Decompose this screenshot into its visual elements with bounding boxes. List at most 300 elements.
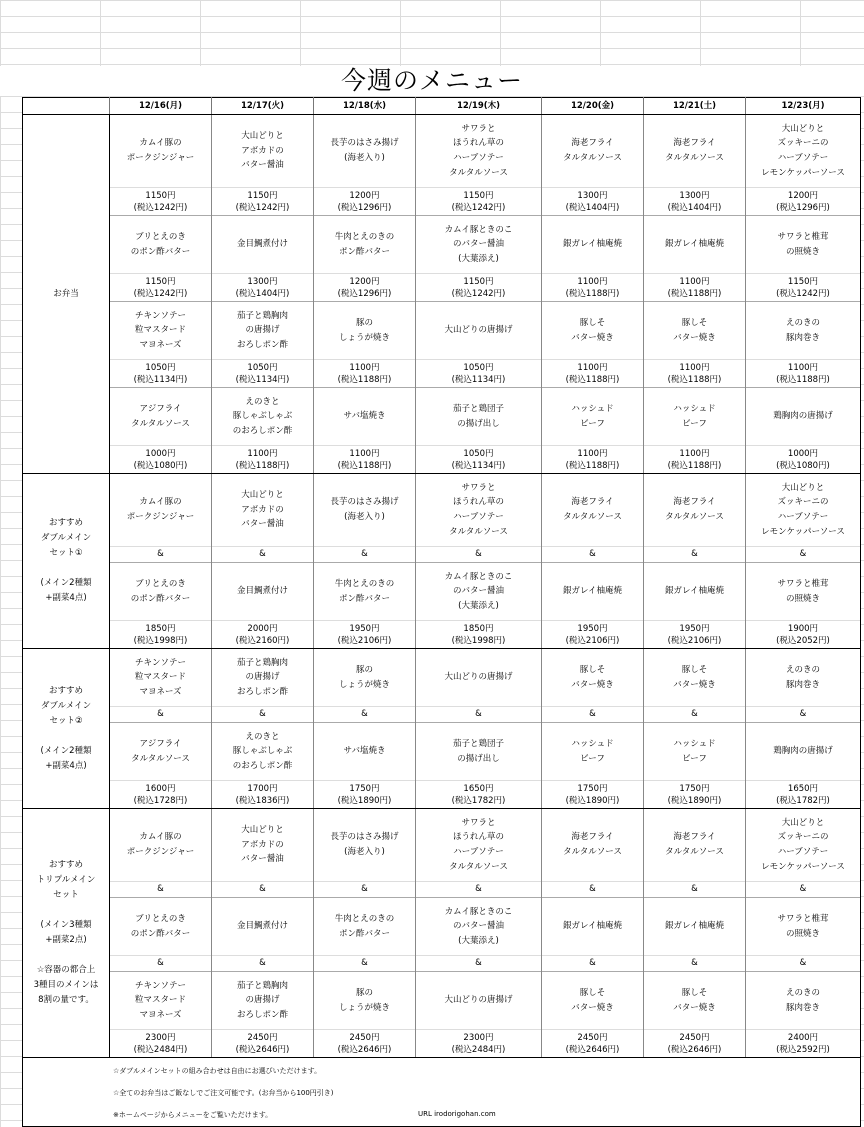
price-cell	[110, 446, 212, 474]
price-cell	[212, 1030, 314, 1058]
dish-name	[644, 474, 746, 547]
price: 1050円	[463, 448, 494, 459]
dish-name	[110, 723, 212, 781]
section-label-line: ダブルメイン	[40, 700, 92, 711]
dish-name-text: 大山どりの唐揚げ	[444, 325, 513, 336]
dish-name	[212, 302, 314, 360]
dish-name-text: 銀ガレイ柚庵焼	[562, 921, 623, 932]
price-tax-included: (税込1836円)	[235, 795, 290, 806]
dish-name	[644, 302, 746, 360]
price: 1100円	[577, 448, 608, 459]
dish-name-text: 金目鯛煮付け	[236, 586, 288, 597]
dish-name-text: 豚の しょうが焼き	[338, 664, 390, 690]
dish-name	[746, 388, 861, 446]
header-row	[23, 98, 861, 115]
combo-ampersand	[746, 882, 861, 898]
dish-name-text: チキンソテー 粒マスタード マヨネーズ	[134, 657, 186, 697]
combo-ampersand-text: &	[589, 958, 596, 969]
section-0-row	[23, 216, 861, 274]
dish-name-text: アジフライ タルタルソース	[131, 403, 190, 429]
dish-name	[746, 302, 861, 360]
price: 1100円	[679, 276, 710, 287]
section-label-line: +副菜4点)	[45, 593, 87, 603]
section-label	[23, 649, 110, 809]
dish-name	[314, 649, 416, 707]
price: 1300円	[247, 276, 278, 287]
price-tax-included: (税込1890円)	[337, 795, 392, 806]
combo-ampersand	[416, 707, 542, 723]
combo-ampersand	[542, 707, 644, 723]
dish-name	[644, 972, 746, 1030]
combo-ampersand-text: &	[157, 958, 164, 969]
dish-name	[416, 898, 542, 956]
section-label-line	[27, 948, 105, 963]
dish-name-text: えのきの 豚肉巻き	[785, 664, 820, 690]
section-label-line: セット②	[49, 715, 83, 726]
section-0-row	[23, 188, 861, 216]
price-cell	[110, 188, 212, 216]
dish-name-text: 銀ガレイ柚庵焼	[664, 921, 725, 932]
section-label-line: お弁当	[53, 288, 79, 299]
dish-name-text: 豚しそ バター焼き	[673, 987, 716, 1013]
dish-name-text: えのきと 豚しゃぶしゃぶ のおろしポン酢	[232, 731, 293, 771]
price-tax-included: (税込1188円)	[565, 460, 620, 471]
weekly-menu-table	[22, 97, 861, 1127]
price-cell	[314, 188, 416, 216]
combo-ampersand	[314, 882, 416, 898]
dish-name-text: 金目鯛煮付け	[236, 239, 288, 250]
dish-name-text: 豚しそ バター焼き	[673, 317, 716, 343]
combo-ampersand-text: &	[259, 709, 266, 720]
section-label-line: おすすめ	[48, 518, 84, 528]
price: 1100円	[349, 362, 380, 373]
dish-name-text: サワラと椎茸 の照焼き	[777, 231, 829, 257]
price: 2400円	[787, 1032, 819, 1043]
dish-name-text: カムイ豚ときのこ のバター醤油 (大葉添え)	[444, 224, 513, 264]
section-label-line: +副菜2点)	[45, 935, 87, 945]
combo-ampersand-text: &	[799, 549, 807, 560]
section-3-row	[23, 972, 861, 1030]
dish-name	[110, 809, 212, 882]
section-label-line: ☆容器の都合上	[36, 965, 96, 975]
dish-name	[746, 972, 861, 1030]
combo-ampersand-text: &	[589, 884, 596, 895]
dish-name	[212, 898, 314, 956]
section-1-row	[23, 563, 861, 621]
dish-name-text: 長芋のはさみ揚げ (海老入り)	[330, 497, 399, 522]
price-tax-included: (税込2484円)	[451, 1044, 506, 1055]
price: 1100円	[349, 448, 380, 459]
price-cell	[212, 360, 314, 388]
dish-name-text: 銀ガレイ柚庵焼	[664, 239, 725, 250]
price-cell	[542, 446, 644, 474]
dish-name	[314, 474, 416, 547]
price-cell	[644, 781, 746, 809]
dish-name-text: えのきと 豚しゃぶしゃぶ のおろしポン酢	[232, 396, 293, 436]
price-cell	[746, 1030, 861, 1058]
price-cell	[212, 274, 314, 302]
price-cell	[110, 781, 212, 809]
dish-name	[542, 649, 644, 707]
section-1-row	[23, 474, 861, 547]
dish-name-text: 大山どりと アボカドの バター醤油	[241, 825, 284, 865]
price-tax-included: (税込1296円)	[337, 288, 392, 299]
price-cell	[644, 274, 746, 302]
corner-cell	[23, 98, 110, 115]
day-header: 12/18(水)	[314, 98, 416, 115]
price-tax-included: (税込1728円)	[133, 795, 188, 806]
section-label-line: (メイン2種類	[40, 745, 92, 756]
dish-name-text: 銀ガレイ柚庵焼	[562, 586, 623, 597]
combo-ampersand-text: &	[691, 884, 698, 895]
price-cell	[110, 274, 212, 302]
dish-name	[542, 723, 644, 781]
price-tax-included: (税込2106円)	[565, 635, 620, 646]
price: 2450円	[679, 1032, 710, 1043]
price-cell	[644, 188, 746, 216]
price: 1600円	[145, 783, 176, 794]
price: 1150円	[247, 190, 278, 201]
dish-name	[212, 216, 314, 274]
section-label-line: (メイン3種類	[40, 920, 92, 930]
dish-name	[542, 809, 644, 882]
dish-name	[542, 474, 644, 547]
price-cell	[746, 188, 861, 216]
dish-name	[542, 388, 644, 446]
dish-name-text: カムイ豚の ポークジンジャー	[126, 497, 195, 522]
dish-name-text: 茄子と鶏胸肉 の唐揚げ おろしポン酢	[236, 310, 288, 350]
price: 1950円	[349, 623, 380, 634]
section-label-line: セット①	[49, 548, 83, 558]
price-cell	[542, 188, 644, 216]
section-label	[23, 474, 110, 649]
dish-name-text: 牛肉とえのきの ポン酢バター	[334, 913, 395, 939]
dish-name	[416, 563, 542, 621]
dish-name	[212, 115, 314, 188]
dish-name-text: ブリとえのき のポン酢バター	[130, 913, 191, 939]
combo-ampersand-text: &	[259, 549, 266, 560]
price-tax-included: (税込1242円)	[451, 288, 506, 299]
section-label	[23, 809, 110, 1058]
section-label	[23, 115, 110, 474]
dish-name	[542, 898, 644, 956]
price: 1000円	[787, 448, 819, 459]
dish-name	[542, 302, 644, 360]
price-cell	[542, 621, 644, 649]
price-tax-included: (税込1080円)	[133, 460, 188, 471]
price-cell	[314, 1030, 416, 1058]
dish-name	[644, 723, 746, 781]
combo-ampersand-text: &	[799, 709, 807, 720]
price-tax-included: (税込1188円)	[337, 374, 392, 385]
section-3-row	[23, 956, 861, 972]
dish-name	[314, 898, 416, 956]
price-tax-included: (税込2106円)	[667, 635, 722, 646]
dish-name	[314, 216, 416, 274]
section-0-row	[23, 115, 861, 188]
dish-name	[542, 972, 644, 1030]
combo-ampersand-text: &	[361, 709, 368, 720]
dish-name-text: ブリとえのき のポン酢バター	[130, 578, 191, 604]
price-tax-included: (税込1782円)	[776, 795, 830, 806]
section-label-line	[27, 903, 105, 918]
dish-name	[110, 302, 212, 360]
price-cell	[644, 621, 746, 649]
price: 1050円	[463, 362, 494, 373]
price: 1850円	[463, 623, 494, 634]
section-2-row	[23, 707, 861, 723]
dish-name	[314, 809, 416, 882]
dish-name-text: サバ塩焼き	[343, 746, 386, 757]
price-cell	[416, 621, 542, 649]
combo-ampersand-text: &	[799, 884, 807, 895]
section-label-line: 8割の量です。	[38, 995, 94, 1005]
page-title: 今週のメニュー	[0, 66, 864, 96]
day-header: 12/16(月)	[110, 98, 212, 115]
dish-name-text: ブリとえのき のポン酢バター	[130, 231, 191, 257]
price-cell	[110, 621, 212, 649]
dish-name	[542, 115, 644, 188]
dish-name	[746, 809, 861, 882]
price-tax-included: (税込2646円)	[235, 1044, 290, 1055]
combo-ampersand	[416, 547, 542, 563]
price-tax-included: (税込1782円)	[451, 795, 506, 806]
combo-ampersand	[416, 956, 542, 972]
combo-ampersand-text: &	[361, 884, 368, 895]
price: 1100円	[247, 448, 278, 459]
price-tax-included: (税込2592円)	[776, 1044, 830, 1055]
price-tax-included: (税込1188円)	[337, 460, 392, 471]
price-tax-included: (税込2052円)	[776, 635, 830, 646]
dish-name	[110, 972, 212, 1030]
price-tax-included: (税込1404円)	[565, 202, 620, 213]
combo-ampersand	[416, 882, 542, 898]
dish-name-text: サワラと ほうれん草の ハーブソテー タルタルソース	[449, 482, 508, 537]
combo-ampersand	[644, 547, 746, 563]
combo-ampersand	[314, 707, 416, 723]
price-cell	[314, 781, 416, 809]
price-tax-included: (税込1188円)	[776, 374, 830, 385]
section-1-row	[23, 547, 861, 563]
combo-ampersand-text: &	[157, 709, 164, 720]
dish-name	[746, 115, 861, 188]
dish-name	[644, 649, 746, 707]
combo-ampersand	[314, 956, 416, 972]
dish-name	[110, 216, 212, 274]
combo-ampersand	[542, 956, 644, 972]
price: 1150円	[463, 190, 494, 201]
dish-name	[416, 723, 542, 781]
section-0-row	[23, 274, 861, 302]
dish-name	[416, 972, 542, 1030]
dish-name	[110, 563, 212, 621]
price-cell	[746, 360, 861, 388]
dish-name	[314, 388, 416, 446]
combo-ampersand	[212, 882, 314, 898]
dish-name-text: サワラと椎茸 の照焼き	[777, 578, 829, 604]
price-tax-included: (税込2646円)	[565, 1044, 620, 1055]
price: 2300円	[463, 1032, 494, 1043]
notes-row	[23, 1058, 861, 1127]
combo-ampersand-text: &	[691, 549, 698, 560]
price-tax-included: (税込1242円)	[451, 202, 506, 213]
dish-name	[212, 388, 314, 446]
dish-name-text: サワラと ほうれん草の ハーブソテー タルタルソース	[449, 817, 508, 872]
dish-name-text: ハッシュド ビーフ	[673, 403, 716, 429]
combo-ampersand	[542, 547, 644, 563]
price-cell	[644, 360, 746, 388]
dish-name	[314, 723, 416, 781]
dish-name-text: えのきの 豚肉巻き	[785, 987, 820, 1013]
dish-name	[644, 388, 746, 446]
combo-ampersand-text: &	[157, 549, 164, 560]
section-label-line: (メイン2種類	[40, 578, 92, 588]
price-tax-included: (税込1890円)	[565, 795, 620, 806]
section-0-row	[23, 446, 861, 474]
dish-name	[416, 302, 542, 360]
dish-name-text: 牛肉とえのきの ポン酢バター	[334, 231, 395, 257]
price-cell	[416, 274, 542, 302]
dish-name-text: カムイ豚の ポークジンジャー	[126, 832, 195, 857]
price-cell	[644, 1030, 746, 1058]
combo-ampersand	[212, 707, 314, 723]
price: 1100円	[787, 362, 819, 373]
dish-name-text: 長芋のはさみ揚げ (海老入り)	[330, 138, 399, 163]
dish-name-text: チキンソテー 粒マスタード マヨネーズ	[134, 310, 186, 350]
price: 2000円	[247, 623, 278, 634]
price-cell	[416, 446, 542, 474]
price-tax-included: (税込1080円)	[776, 460, 830, 471]
dish-name	[212, 809, 314, 882]
combo-ampersand-text: &	[361, 958, 368, 969]
dish-name-text: 大山どりの唐揚げ	[444, 995, 513, 1006]
price-cell	[314, 446, 416, 474]
dish-name	[542, 563, 644, 621]
dish-name	[110, 649, 212, 707]
price: 1100円	[577, 362, 608, 373]
combo-ampersand	[212, 956, 314, 972]
dish-name	[644, 563, 746, 621]
price-tax-included: (税込1188円)	[667, 374, 722, 385]
dish-name-text: アジフライ タルタルソース	[131, 738, 190, 764]
note-line: ※ホームページからメニューをご覧いただけます。	[113, 1111, 273, 1119]
section-label-line: トリプルメイン	[36, 875, 96, 885]
price-cell	[542, 360, 644, 388]
dish-name-text: 鶏胸肉の唐揚げ	[773, 411, 833, 422]
combo-ampersand	[110, 707, 212, 723]
dish-name-text: 豚の しょうが焼き	[338, 317, 390, 343]
day-header: 12/20(金)	[542, 98, 644, 115]
price: 1150円	[145, 276, 176, 287]
price-cell	[314, 274, 416, 302]
combo-ampersand	[110, 956, 212, 972]
dish-name-text: カムイ豚の ポークジンジャー	[126, 138, 195, 163]
dish-name-text: 海老フライ タルタルソース	[665, 497, 724, 522]
dish-name-text: 茄子と鶏胸肉 の唐揚げ おろしポン酢	[236, 980, 288, 1020]
dish-name	[542, 216, 644, 274]
dish-name-text: 海老フライ タルタルソース	[665, 138, 724, 163]
dish-name	[416, 115, 542, 188]
combo-ampersand-text: &	[475, 549, 482, 560]
price: 1650円	[787, 783, 819, 794]
price-tax-included: (税込1242円)	[133, 202, 188, 213]
dish-name-text: 豚しそ バター焼き	[673, 664, 716, 690]
dish-name	[746, 474, 861, 547]
dish-name-text: 大山どりと ズッキーニの ハーブソテー レモンケッパーソース	[761, 123, 845, 178]
price-cell	[542, 274, 644, 302]
section-label-line	[27, 561, 105, 576]
section-label-line: ダブルメイン	[40, 533, 92, 543]
day-header: 12/21(土)	[644, 98, 746, 115]
dish-name	[746, 563, 861, 621]
price: 1300円	[577, 190, 608, 201]
dish-name-text: サワラと椎茸 の照焼き	[777, 913, 829, 939]
dish-name-text: サワラと ほうれん草の ハーブソテー タルタルソース	[449, 123, 508, 178]
price-tax-included: (税込1998円)	[451, 635, 506, 646]
price-tax-included: (税込1242円)	[133, 288, 188, 299]
dish-name-text: チキンソテー 粒マスタード マヨネーズ	[134, 980, 186, 1020]
price-tax-included: (税込1188円)	[565, 374, 620, 385]
dish-name-text: ハッシュド ビーフ	[571, 403, 614, 429]
combo-ampersand	[644, 956, 746, 972]
dish-name-text: えのきの 豚肉巻き	[785, 317, 820, 343]
price-cell	[110, 360, 212, 388]
dish-name-text: 大山どりと アボカドの バター醤油	[241, 490, 284, 530]
price: 1150円	[787, 276, 819, 287]
price: 1150円	[145, 190, 176, 201]
price: 1750円	[349, 783, 380, 794]
section-3-row	[23, 809, 861, 882]
price-tax-included: (税込1242円)	[776, 288, 830, 299]
price: 1700円	[247, 783, 278, 794]
notes-cell	[23, 1058, 861, 1127]
dish-name	[416, 474, 542, 547]
dish-name	[314, 972, 416, 1030]
section-0-row	[23, 360, 861, 388]
section-0-row	[23, 302, 861, 360]
section-2-row	[23, 649, 861, 707]
section-2-row	[23, 723, 861, 781]
dish-name-text: 大山どりと ズッキーニの ハーブソテー レモンケッパーソース	[761, 817, 845, 872]
dish-name-text: サバ塩焼き	[343, 411, 386, 422]
combo-ampersand	[542, 882, 644, 898]
dish-name	[110, 115, 212, 188]
price: 1200円	[349, 190, 380, 201]
price: 1200円	[787, 190, 819, 201]
dish-name	[212, 474, 314, 547]
price: 1850円	[145, 623, 176, 634]
dish-name	[212, 649, 314, 707]
price-tax-included: (税込2160円)	[235, 635, 290, 646]
combo-ampersand	[110, 882, 212, 898]
dish-name-text: 海老フライ タルタルソース	[563, 138, 622, 163]
price-tax-included: (税込1404円)	[667, 202, 722, 213]
price: 1200円	[349, 276, 380, 287]
combo-ampersand-text: &	[589, 709, 596, 720]
combo-ampersand	[212, 547, 314, 563]
dish-name-text: 海老フライ タルタルソース	[563, 832, 622, 857]
day-header: 12/19(木)	[416, 98, 542, 115]
price-cell	[416, 188, 542, 216]
price-cell	[746, 446, 861, 474]
dish-name-text: 海老フライ タルタルソース	[563, 497, 622, 522]
price-tax-included: (税込1242円)	[235, 202, 290, 213]
dish-name	[746, 723, 861, 781]
price: 1650円	[463, 783, 494, 794]
section-label-line	[27, 729, 105, 744]
section-label-line: おすすめ	[48, 860, 84, 870]
note-line: ☆ダブルメインセットの組み合わせは自由にお選びいただけます。	[113, 1067, 322, 1075]
